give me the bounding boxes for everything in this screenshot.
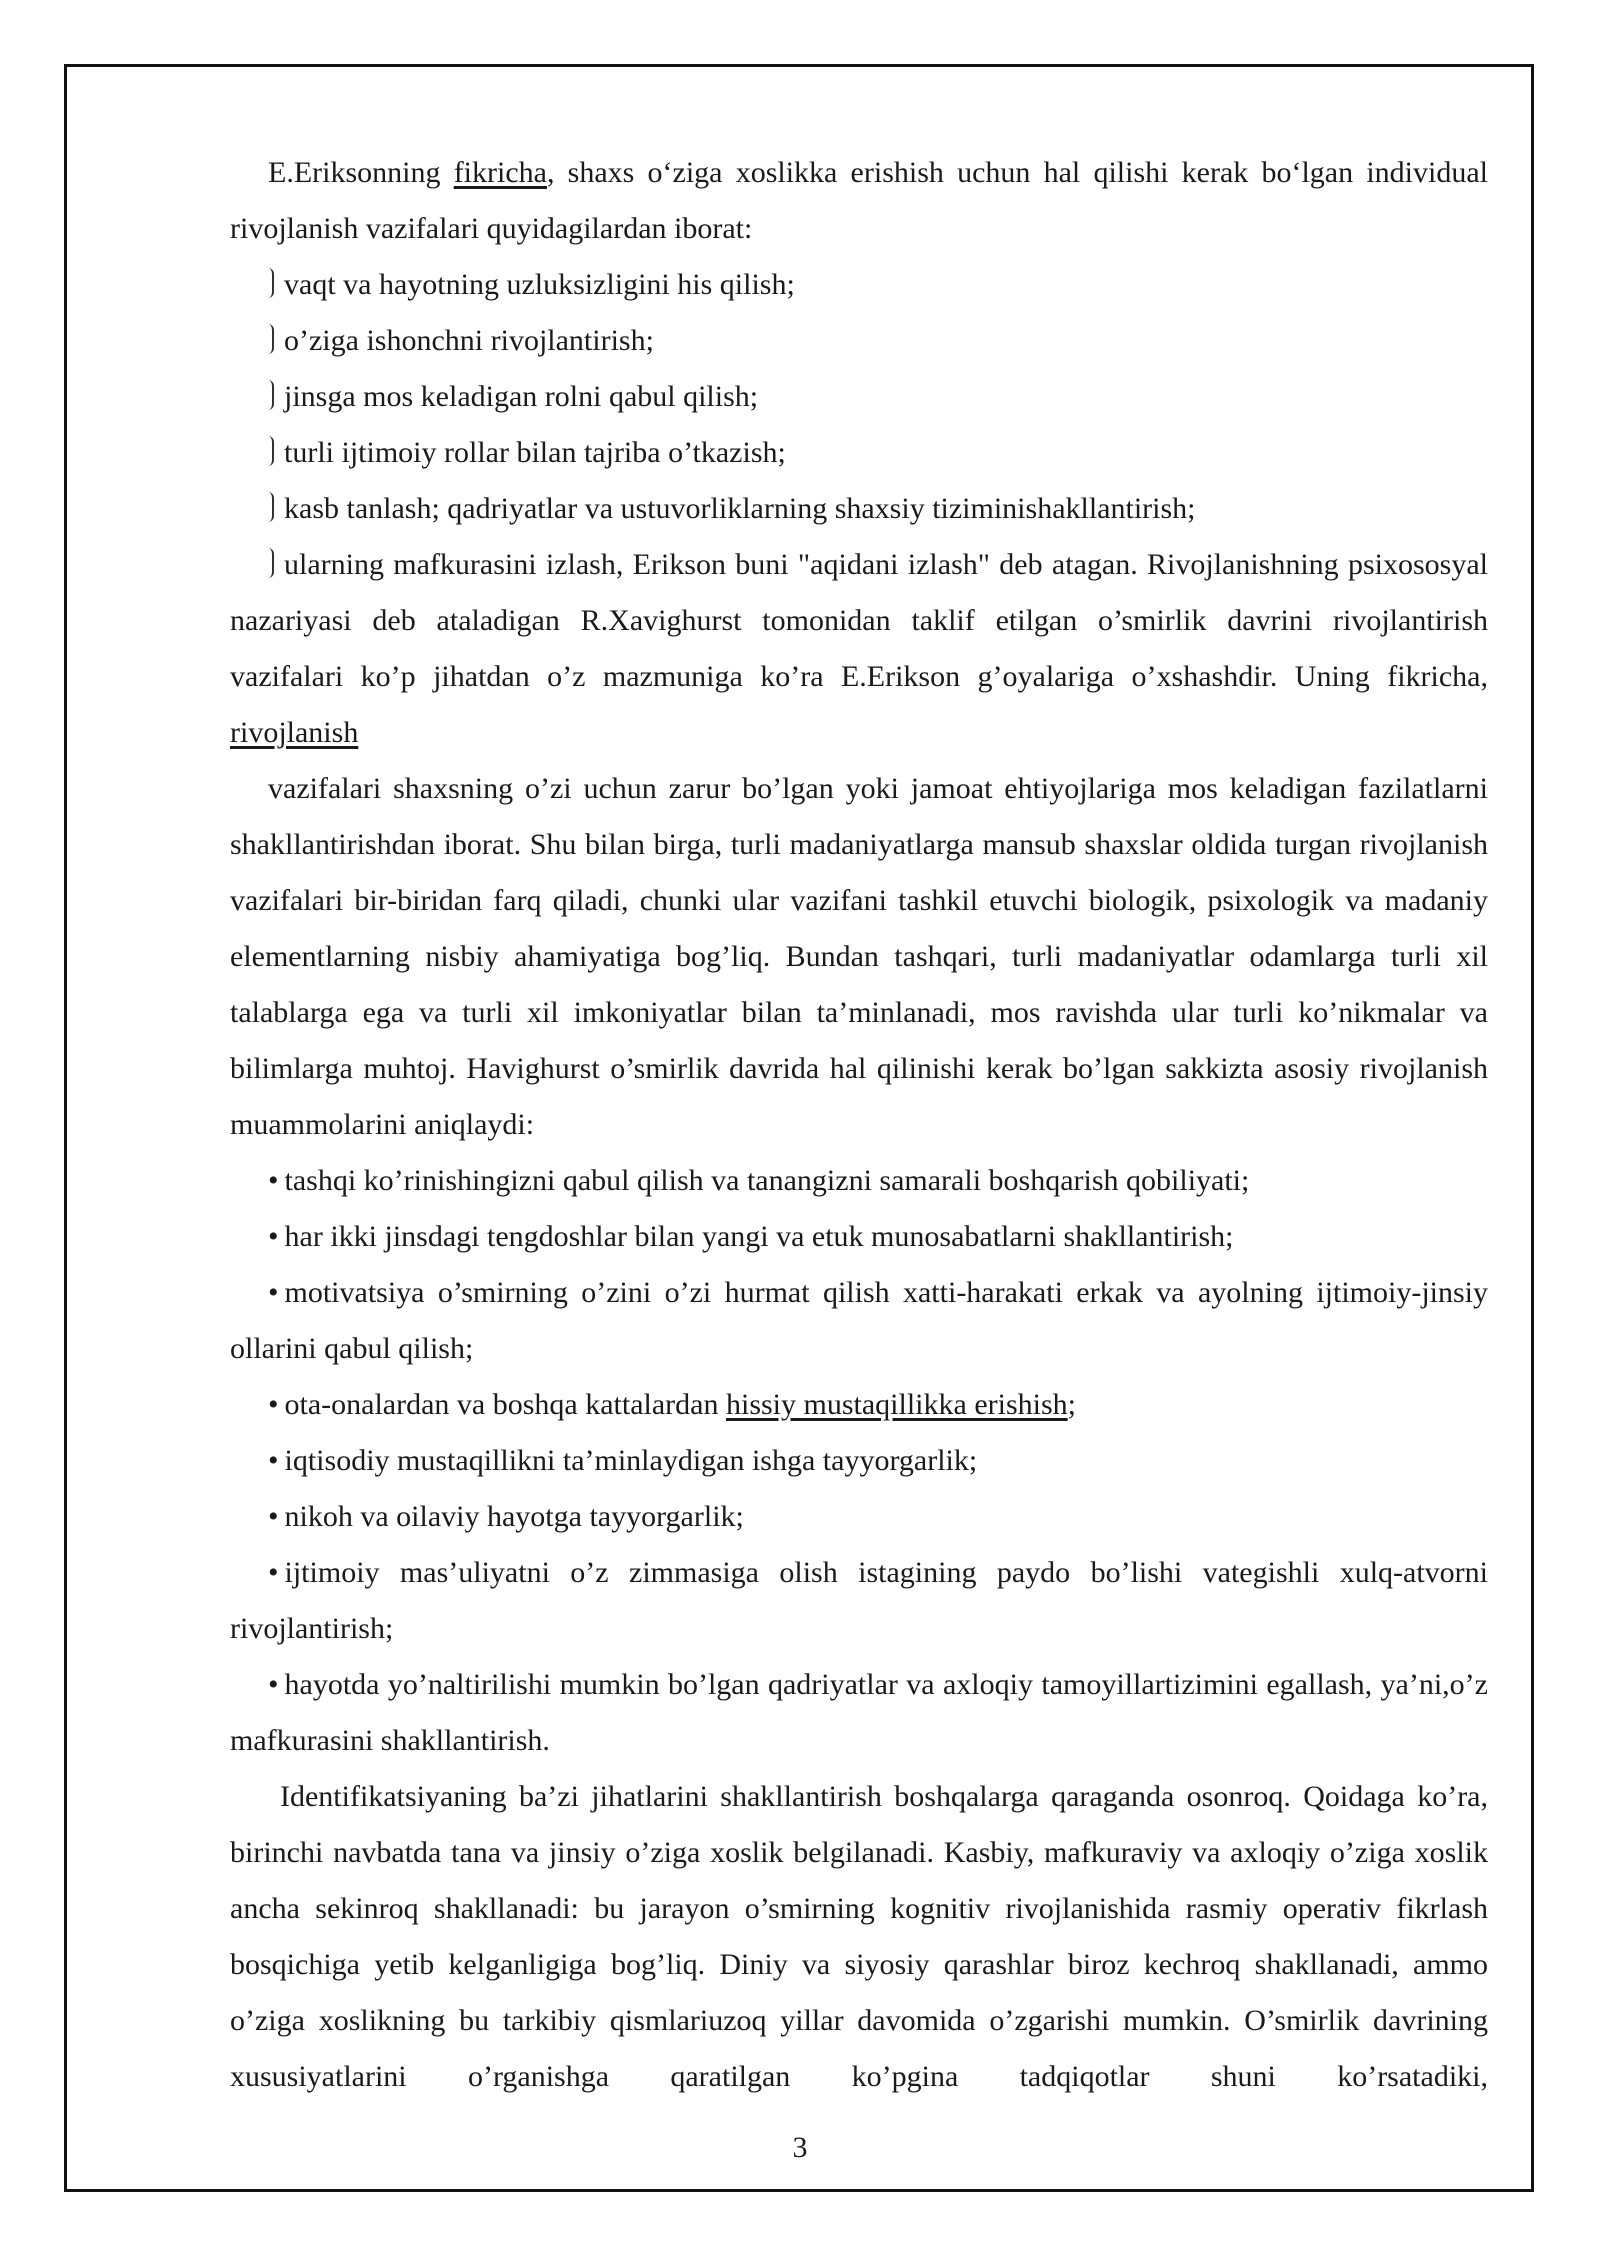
task6-text: ularning mafkurasini izlash, Erikson buni "aqidani izlash" deb atagan. Rivojlanishning psixososyal nazariyasi deb ataladigan R.Xavighurst tomonidan taklif etilgan o’smirlik davrini rivojlantirish vazifalari ko’p jihatdan o’z mazmuniga ko’ra E.Erikson g’oyalariga o’xshashdir. Uning fikricha, — [230, 548, 1488, 693]
task-item-4 — [230, 425, 1488, 481]
bullet-icon: • — [268, 1164, 279, 1197]
bracket-marker-icon — [268, 548, 274, 578]
emotional-independence-link[interactable]: hissiy mustaqillikka erishish — [726, 1388, 1068, 1421]
bracket-marker-icon — [268, 436, 274, 466]
bullet-icon: • — [268, 1388, 279, 1421]
task-text: jinsga mos keladigan rolni qabul qilish; — [284, 380, 759, 413]
bullet-item-4 — [230, 1377, 1488, 1433]
bullet-item-5 — [230, 1433, 1488, 1489]
bullet-text: ota-onalardan va boshqa kattalardan — [284, 1388, 726, 1421]
bullet-icon: • — [268, 1220, 279, 1253]
bullet-item-1 — [230, 1153, 1488, 1209]
task-item-1 — [230, 257, 1488, 313]
bullet-item-6 — [230, 1489, 1488, 1545]
task-text: o’ziga ishonchni rivojlantirish; — [284, 324, 654, 357]
bullet-item-8 — [230, 1657, 1488, 1769]
bullet-icon: • — [268, 1276, 279, 1309]
task-item-5 — [230, 481, 1488, 537]
document-body — [230, 145, 1488, 2105]
bracket-marker-icon — [268, 324, 274, 354]
intro-text: E.Eriksonning — [268, 156, 454, 189]
bullet-text: motivatsiya o’smirning o’zini o’zi hurmat qilish xatti-harakati erkak va ayolning ijtimoiy-jinsiy ollarini qabul qilish; — [230, 1276, 1488, 1365]
bullet-text: iqtisodiy mustaqillikni ta’minlaydigan ishga tayyorgarlik; — [284, 1444, 978, 1477]
bullet-icon: • — [268, 1668, 279, 1701]
bullet-text: hayotda yo’naltirilishi mumkin bo’lgan qadriyatlar va axloqiy tamoyillartizimini egallash, ya’ni,o’z mafkurasini shakllantirish. — [230, 1668, 1488, 1757]
bullet-item-7 — [230, 1545, 1488, 1657]
intro-paragraph — [230, 145, 1488, 257]
intro-text-rest: , shaxs o‘ziga xoslikka erishish uchun hal qilishi kerak bo‘lgan individual rivojlanish vazifalari quyidagilardan iborat: — [230, 156, 1488, 245]
bullet-text: har ikki jinsdagi tengdoshlar bilan yangi va etuk munosabatlarni shakllantirish; — [284, 1220, 1234, 1253]
task-text: kasb tanlash; qadriyatlar va ustuvorliklarning shaxsiy tiziminishakllantirish; — [284, 492, 1196, 525]
bullet-text: nikoh va oilaviy hayotga tayyorgarlik; — [284, 1500, 744, 1533]
bracket-marker-icon — [268, 268, 274, 298]
task-text: turli ijtimoiy rollar bilan tajriba o’tkazish; — [284, 436, 786, 469]
bullet-icon: • — [268, 1500, 279, 1533]
task-item-6-paragraph — [230, 537, 1488, 761]
task-text: vaqt va hayotning uzluksizligini his qilish; — [284, 268, 795, 301]
task-item-2 — [230, 313, 1488, 369]
task-item-3 — [230, 369, 1488, 425]
identification-paragraph: Identifikatsiyaning ba’zi jihatlarini shakllantirish boshqalarga qaraganda osonroq. Qoidaga ko’ra, birinchi navbatda tana va jinsiy o’ziga xoslik belgilanadi. Kasbiy, mafkuraviy va axloqiy o’ziga xoslik ancha sekinroq shakllanadi: bu jarayon o’smirning kognitiv rivojlanishida rasmiy operativ fikrlash bosqichiga yetib kelganligiga bog’liq. Diniy va siyosiy qarashlar biroz kechroq shakllanadi, ammo o’ziga xoslikning bu tarkibiy qismlariuzoq yillar davomida o’zgarishi mumkin. O’smirlik davrining xususiyatlarini o’rganishga qaratilgan ko’pgina tadqiqotlar shuni ko’rsatadiki, — [230, 1780, 1488, 2093]
bullet-text: tashqi ko’rinishingizni qabul qilish va tanangizni samarali boshqarish qobiliyati; — [284, 1164, 1250, 1197]
bullet-text-end: ; — [1067, 1388, 1077, 1421]
page-number: 3 — [792, 2131, 808, 2164]
bracket-marker-icon — [268, 492, 274, 522]
rivojlanish-link[interactable]: rivojlanish — [230, 716, 359, 749]
bullet-item-3 — [230, 1265, 1488, 1377]
bracket-marker-icon — [268, 380, 274, 410]
bullet-text: ijtimoiy mas’uliyatni o’z zimmasiga olish istagining paydo bo’lishi vategishli xulq-atvorni rivojlantirish; — [230, 1556, 1488, 1645]
bullet-item-2 — [230, 1209, 1488, 1265]
bullet-icon: • — [268, 1556, 279, 1589]
fikricha-link[interactable]: fikricha — [453, 156, 547, 189]
development-tasks-paragraph: vazifalari shaxsning o’zi uchun zarur bo’lgan yoki jamoat ehtiyojlariga mos keladigan fazilatlarni shakllantirishdan iborat. Shu bilan birga, turli madaniyatlarga mansub shaxslar oldida turgan rivojlanish vazifalari bir-biridan farq qiladi, chunki ular vazifani tashkil etuvchi biologik, psixologik va madaniy elementlarning nisbiy ahamiyatiga bog’liq. Bundan tashqari, turli madaniyatlar odamlarga turli xil talablarga ega va turli xil imkoniyatlar bilan ta’minlanadi, mos ravishda ular turli ko’nikmalar va bilimlarga muhtoj. Havighurst o’smirlik davrida hal qilinishi kerak bo’lgan sakkizta asosiy rivojlanish muammolarini aniqlaydi: — [230, 772, 1488, 1141]
bullet-icon: • — [268, 1444, 279, 1477]
